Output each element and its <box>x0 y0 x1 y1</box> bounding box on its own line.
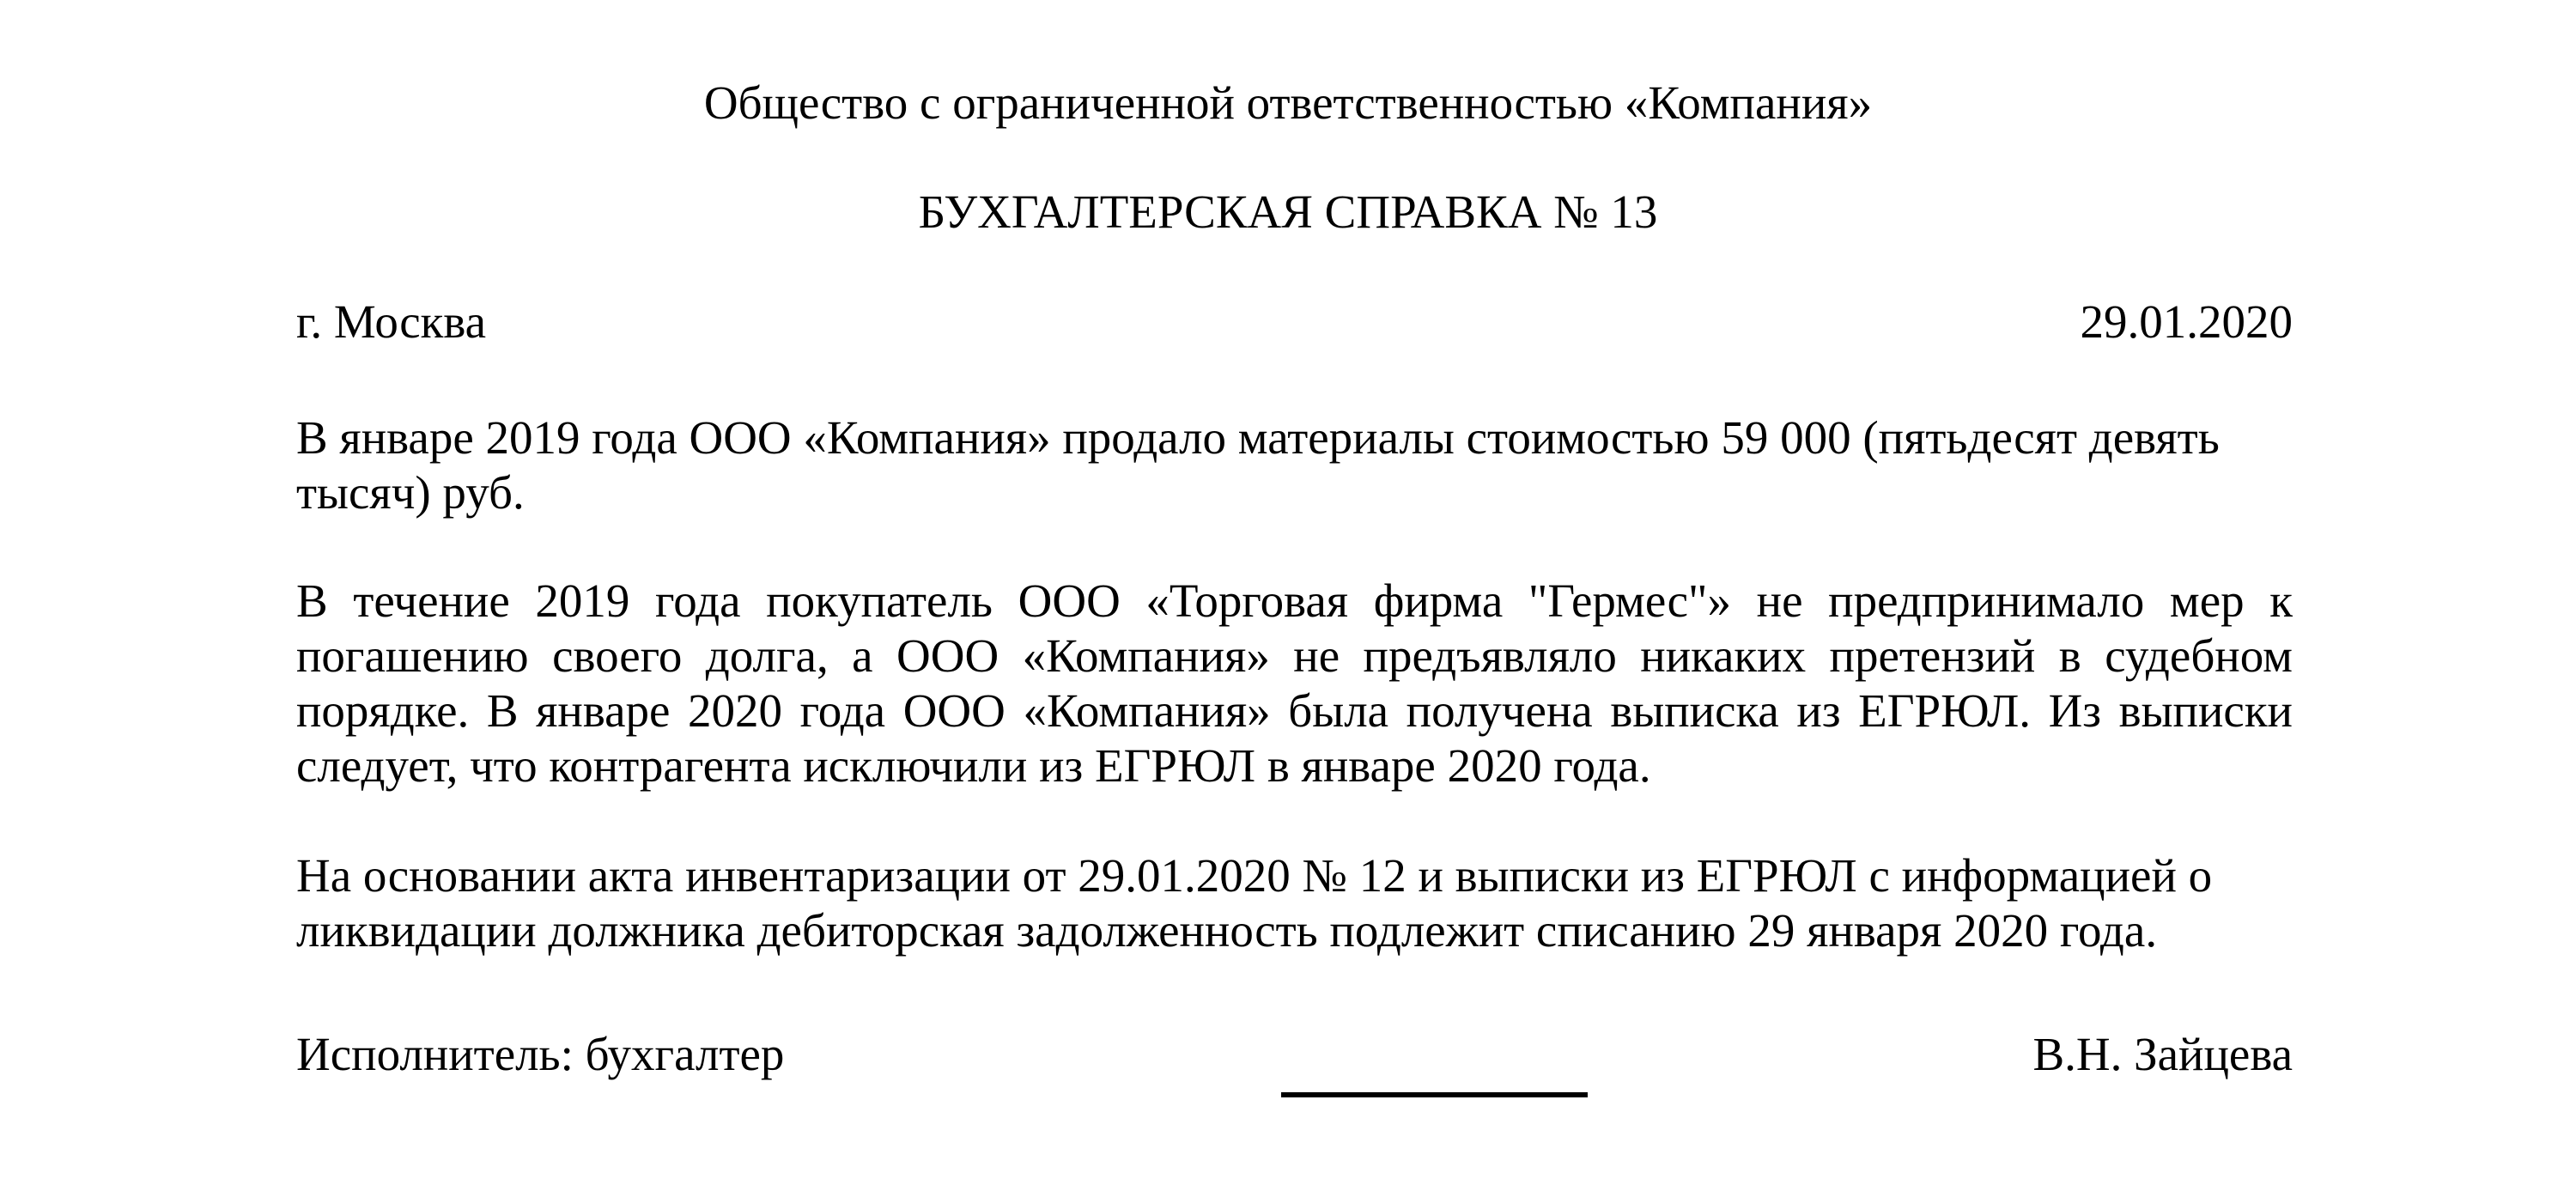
paragraph-debt: В течение 2019 года покупатель ООО «Торговая фирма "Гермес"» не предпринимало мер к погашению своего долга, а ООО «Компания» не предъявляло никаких претензий в судебном порядке. В январе 2020 года ООО «Компания» была получена выписка из ЕГРЮЛ. Из выписки следует, что контрагента исключили из ЕГРЮЛ в январе 2020 года. <box>296 574 2293 792</box>
executor-label: Исполнитель: бухгалтер <box>296 1028 785 1080</box>
signature-row <box>296 1027 2293 1082</box>
paragraph-sale: В январе 2019 года ООО «Компания» продало материалы стоимостью 59 000 (пятьдесят девять тысяч) руб. <box>296 411 2220 519</box>
document-title: БУХГАЛТЕРСКАЯ СПРАВКА № 13 <box>918 185 1658 238</box>
city: г. Москва <box>296 295 487 348</box>
organization-name: Общество с ограниченной ответственностью «Компания» <box>703 76 1873 129</box>
executor-name: В.Н. Зайцева <box>2032 1028 2293 1080</box>
document-date: 29.01.2020 <box>2080 295 2293 348</box>
place-date-row <box>296 295 2293 349</box>
paragraph-writeoff: На основании акта инвентаризации от 29.01.2020 № 12 и выписки из ЕГРЮЛ с информацией о ликвидации должника дебиторская задолженность подлежит списанию 29 января 2020 года. <box>296 849 2213 957</box>
signature-line <box>1281 1092 1588 1097</box>
